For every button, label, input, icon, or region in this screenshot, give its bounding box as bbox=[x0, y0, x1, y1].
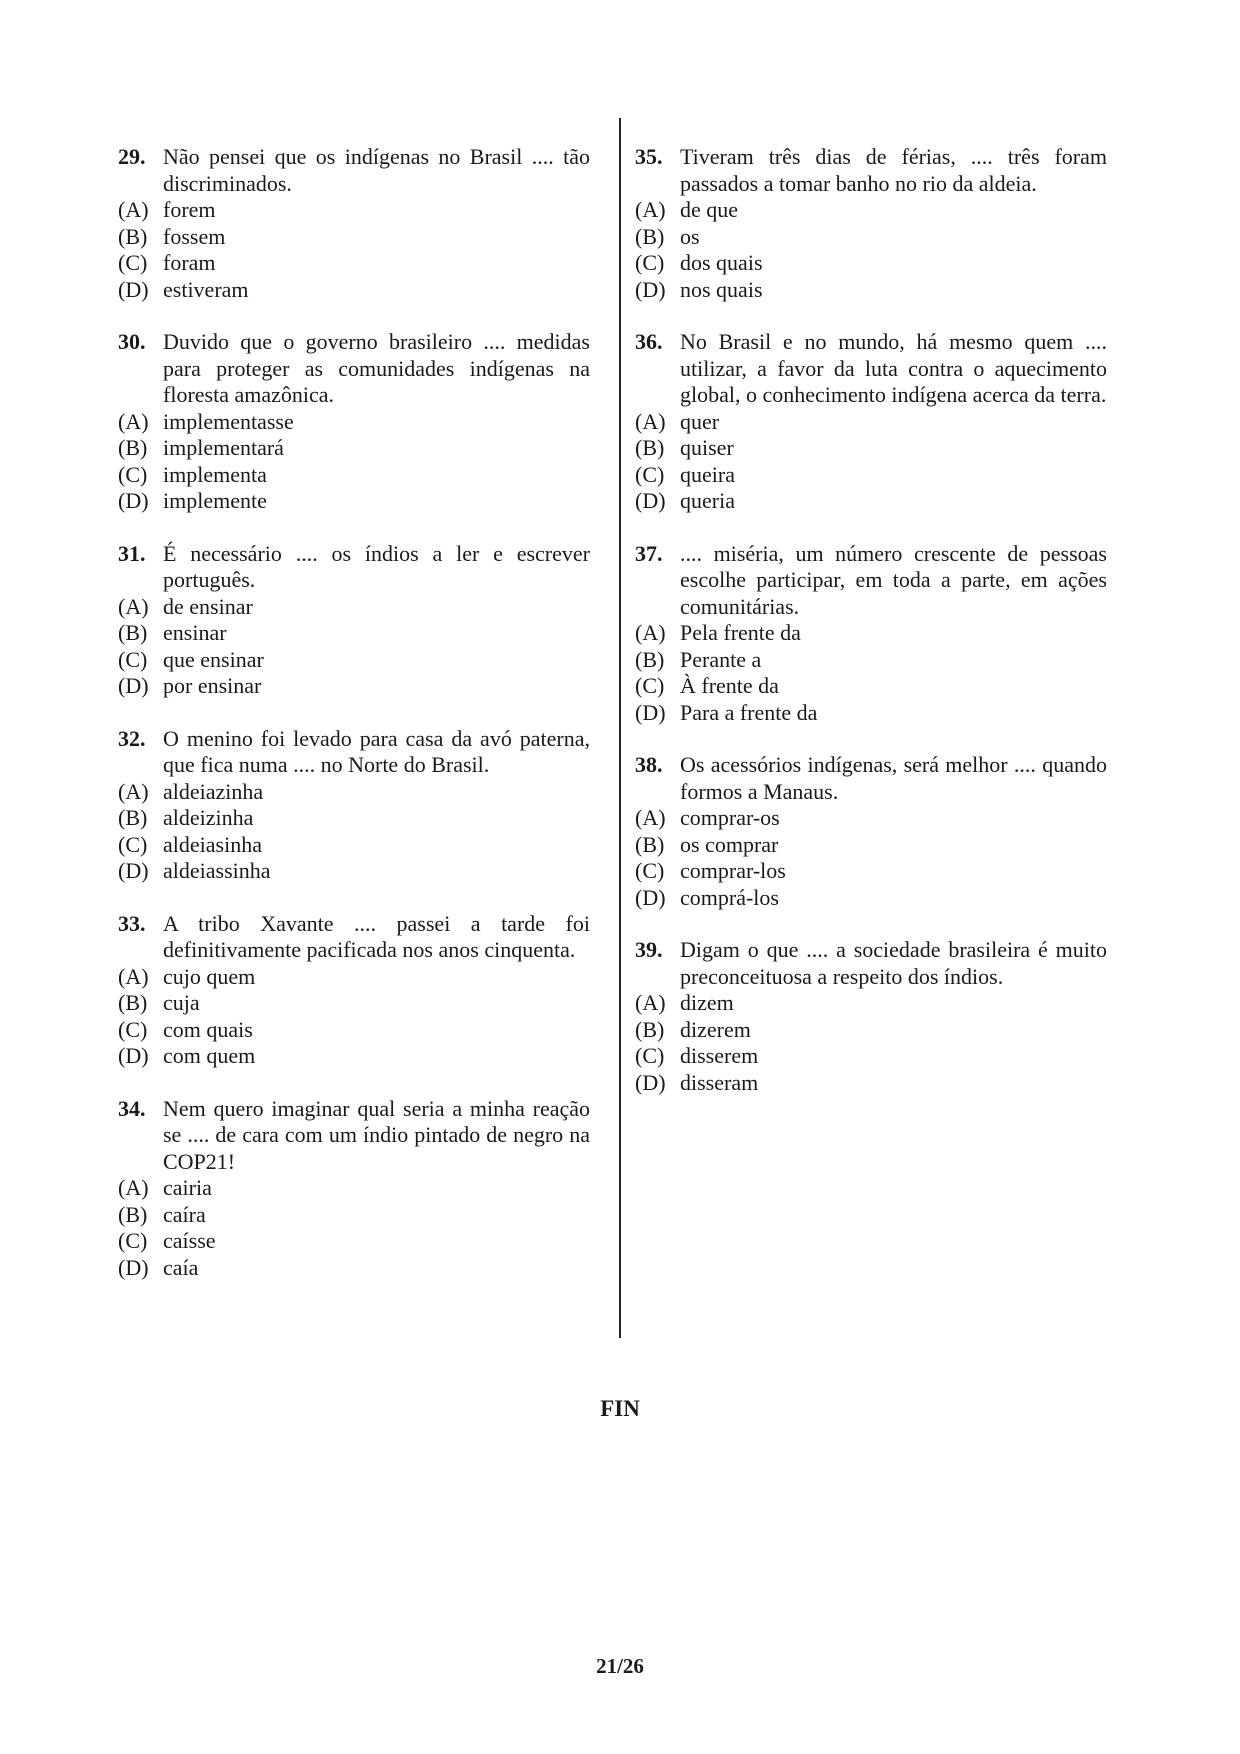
option-text: implementa bbox=[163, 461, 267, 487]
option-text: aldeizinha bbox=[163, 805, 254, 830]
question-stem bbox=[118, 144, 590, 197]
option-text: queria bbox=[680, 488, 735, 513]
option-text: implementasse bbox=[163, 408, 294, 434]
option-letter: (C) bbox=[635, 461, 665, 487]
question-31 bbox=[118, 541, 590, 700]
option-c bbox=[635, 673, 1107, 700]
question-number: 34. bbox=[118, 1095, 146, 1121]
option-letter: (B) bbox=[635, 831, 665, 857]
option-c bbox=[118, 1017, 590, 1044]
right-column bbox=[635, 144, 1107, 1122]
page-number: 21/26 bbox=[596, 1654, 644, 1678]
option-c bbox=[118, 832, 590, 859]
option-text: caísse bbox=[163, 1228, 216, 1253]
question-text: No Brasil e no mundo, há mesmo quem .... utilizar, a favor da luta contra o aquecimento global, o conhecimento indígena acerca da terra. bbox=[680, 329, 1107, 407]
option-letter: (D) bbox=[635, 488, 666, 513]
option-b bbox=[635, 224, 1107, 251]
option-text: quiser bbox=[680, 435, 734, 460]
option-text: disserem bbox=[680, 1043, 759, 1068]
option-c bbox=[118, 1228, 590, 1255]
option-letter: (D) bbox=[118, 1254, 149, 1280]
option-a bbox=[118, 779, 590, 806]
option-letter: (A) bbox=[118, 963, 149, 989]
option-text: aldeiazinha bbox=[163, 778, 264, 804]
option-letter: (C) bbox=[635, 858, 665, 883]
option-b bbox=[635, 435, 1107, 462]
question-32 bbox=[118, 726, 590, 885]
question-text: Os acessórios indígenas, será melhor .... quando formos a Manaus. bbox=[680, 752, 1107, 804]
question-stem bbox=[635, 329, 1107, 409]
question-text: Tiveram três dias de férias, .... três foram passados a tomar banho no rio da aldeia. bbox=[680, 144, 1107, 196]
option-text: caíra bbox=[163, 1201, 206, 1227]
option-b bbox=[118, 1202, 590, 1229]
option-d bbox=[635, 277, 1107, 304]
option-letter: (B) bbox=[118, 223, 148, 249]
option-text: forem bbox=[163, 197, 216, 222]
question-text: .... miséria, um número crescente de pessoas escolhe participar, em toda a parte, em ações comunitárias. bbox=[680, 540, 1107, 619]
option-b bbox=[118, 620, 590, 647]
question-stem bbox=[635, 752, 1107, 805]
option-a bbox=[635, 620, 1107, 647]
option-letter: (A) bbox=[118, 1175, 149, 1200]
option-letter: (B) bbox=[118, 805, 148, 830]
question-37 bbox=[635, 541, 1107, 727]
option-letter: (B) bbox=[635, 646, 665, 672]
option-letter: (C) bbox=[635, 250, 665, 275]
option-letter: (D) bbox=[118, 1043, 149, 1068]
option-text: foram bbox=[163, 250, 216, 275]
question-text: Não pensei que os indígenas no Brasil .... tão discriminados. bbox=[163, 144, 590, 196]
option-d bbox=[118, 488, 590, 515]
option-letter: (C) bbox=[635, 1043, 665, 1068]
option-letter: (C) bbox=[118, 461, 148, 487]
question-text: Nem quero imaginar qual seria a minha reação se .... de cara com um índio pintado de negro na COP21! bbox=[163, 1095, 590, 1174]
option-b bbox=[635, 647, 1107, 674]
question-number: 38. bbox=[635, 752, 663, 777]
option-text: cuja bbox=[163, 990, 200, 1015]
option-text: implemente bbox=[163, 488, 267, 513]
option-text: aldeiassinha bbox=[163, 858, 271, 883]
question-text: É necessário .... os índios a ler e escrever português. bbox=[163, 540, 590, 592]
option-text: À frente da bbox=[680, 673, 779, 698]
option-text: ensinar bbox=[163, 620, 227, 645]
option-letter: (D) bbox=[635, 884, 666, 910]
option-text: nos quais bbox=[680, 276, 763, 302]
option-text: de ensinar bbox=[163, 593, 253, 619]
option-text: dizerem bbox=[680, 1016, 751, 1042]
option-letter: (D) bbox=[635, 276, 666, 302]
question-stem bbox=[118, 329, 590, 409]
option-text: aldeiasinha bbox=[163, 831, 262, 857]
option-text: estiveram bbox=[163, 276, 249, 302]
option-letter: (B) bbox=[118, 990, 148, 1015]
question-stem bbox=[635, 541, 1107, 621]
question-35 bbox=[635, 144, 1107, 303]
option-text: caía bbox=[163, 1254, 199, 1280]
option-d bbox=[118, 1255, 590, 1282]
option-c bbox=[118, 250, 590, 277]
question-34 bbox=[118, 1096, 590, 1282]
column-divider bbox=[619, 118, 621, 1338]
question-number: 32. bbox=[118, 725, 146, 751]
option-letter: (C) bbox=[118, 1016, 148, 1042]
option-c bbox=[635, 462, 1107, 489]
option-b bbox=[118, 990, 590, 1017]
option-text: que ensinar bbox=[163, 646, 264, 672]
option-d bbox=[635, 1070, 1107, 1097]
option-letter: (D) bbox=[118, 858, 149, 883]
option-text: implementará bbox=[163, 435, 284, 460]
option-d bbox=[118, 277, 590, 304]
option-d bbox=[118, 858, 590, 885]
option-text: os bbox=[680, 223, 700, 249]
option-b bbox=[118, 224, 590, 251]
option-text: os comprar bbox=[680, 831, 779, 857]
option-text: comprar-los bbox=[680, 858, 786, 883]
option-d bbox=[635, 885, 1107, 912]
question-39 bbox=[635, 937, 1107, 1096]
option-letter: (C) bbox=[118, 1228, 148, 1253]
question-number: 29. bbox=[118, 144, 146, 169]
option-text: Perante a bbox=[680, 646, 762, 672]
question-stem bbox=[118, 911, 590, 964]
option-text: Para a frente da bbox=[680, 699, 818, 725]
option-letter: (D) bbox=[635, 699, 666, 725]
option-letter: (C) bbox=[635, 673, 665, 698]
option-a bbox=[635, 990, 1107, 1017]
question-number: 31. bbox=[118, 540, 146, 566]
option-text: comprar-os bbox=[680, 805, 780, 830]
question-number: 36. bbox=[635, 329, 663, 354]
option-letter: (A) bbox=[635, 197, 666, 222]
option-a bbox=[635, 805, 1107, 832]
question-stem bbox=[118, 1096, 590, 1176]
question-38 bbox=[635, 752, 1107, 911]
option-text: quer bbox=[680, 408, 720, 434]
option-text: dizem bbox=[680, 990, 734, 1015]
option-c bbox=[118, 647, 590, 674]
question-stem bbox=[118, 541, 590, 594]
option-letter: (A) bbox=[635, 408, 666, 434]
option-a bbox=[118, 409, 590, 436]
option-letter: (B) bbox=[118, 620, 148, 645]
question-text: Digam o que .... a sociedade brasileira é muito preconceituosa a respeito dos índios. bbox=[680, 937, 1107, 989]
option-text: disseram bbox=[680, 1069, 759, 1095]
option-text: queira bbox=[680, 461, 735, 487]
option-b bbox=[118, 435, 590, 462]
option-text: comprá-los bbox=[680, 884, 779, 910]
option-letter: (B) bbox=[635, 435, 665, 460]
option-text: com quem bbox=[163, 1043, 256, 1068]
option-text: cairia bbox=[163, 1175, 212, 1200]
option-letter: (D) bbox=[635, 1069, 666, 1095]
question-36 bbox=[635, 329, 1107, 515]
option-text: de que bbox=[680, 197, 739, 222]
question-number: 37. bbox=[635, 540, 663, 566]
option-d bbox=[635, 700, 1107, 727]
option-letter: (C) bbox=[118, 646, 148, 672]
option-d bbox=[118, 673, 590, 700]
option-a bbox=[118, 964, 590, 991]
question-33 bbox=[118, 911, 590, 1070]
option-letter: (B) bbox=[118, 1201, 148, 1227]
question-text: A tribo Xavante .... passei a tarde foi definitivamente pacificada nos anos cinquenta. bbox=[163, 910, 590, 962]
option-b bbox=[635, 832, 1107, 859]
option-letter: (A) bbox=[118, 778, 149, 804]
question-stem bbox=[635, 144, 1107, 197]
left-column bbox=[118, 144, 590, 1307]
option-letter: (B) bbox=[118, 435, 148, 460]
end-label: FIN bbox=[600, 1396, 640, 1421]
option-letter: (A) bbox=[118, 197, 149, 222]
option-text: cujo quem bbox=[163, 963, 256, 989]
question-29 bbox=[118, 144, 590, 303]
option-text: dos quais bbox=[680, 250, 763, 275]
option-letter: (A) bbox=[635, 990, 666, 1015]
option-letter: (B) bbox=[635, 1016, 665, 1042]
option-letter: (C) bbox=[118, 831, 148, 857]
option-letter: (A) bbox=[635, 805, 666, 830]
option-letter: (A) bbox=[118, 408, 149, 434]
option-letter: (B) bbox=[635, 223, 665, 249]
option-b bbox=[118, 805, 590, 832]
option-c bbox=[118, 462, 590, 489]
option-letter: (D) bbox=[118, 276, 149, 302]
option-c bbox=[635, 858, 1107, 885]
option-text: com quais bbox=[163, 1016, 253, 1042]
option-text: fossem bbox=[163, 223, 226, 249]
question-stem bbox=[118, 726, 590, 779]
option-a bbox=[635, 409, 1107, 436]
option-text: Pela frente da bbox=[680, 620, 801, 645]
option-letter: (A) bbox=[118, 593, 149, 619]
question-30 bbox=[118, 329, 590, 515]
option-text: por ensinar bbox=[163, 673, 262, 698]
option-letter: (D) bbox=[118, 673, 149, 698]
option-b bbox=[635, 1017, 1107, 1044]
question-text: Duvido que o governo brasileiro .... medidas para proteger as comunidades indígenas na floresta amazônica. bbox=[163, 329, 590, 407]
option-d bbox=[118, 1043, 590, 1070]
option-a bbox=[118, 197, 590, 224]
option-a bbox=[118, 594, 590, 621]
question-number: 39. bbox=[635, 937, 663, 962]
question-stem bbox=[635, 937, 1107, 990]
option-d bbox=[635, 488, 1107, 515]
option-a bbox=[118, 1175, 590, 1202]
option-c bbox=[635, 250, 1107, 277]
question-number: 30. bbox=[118, 329, 146, 354]
question-text: O menino foi levado para casa da avó paterna, que fica numa .... no Norte do Brasil. bbox=[163, 725, 590, 777]
question-number: 33. bbox=[118, 910, 146, 936]
option-a bbox=[635, 197, 1107, 224]
option-letter: (D) bbox=[118, 488, 149, 513]
option-c bbox=[635, 1043, 1107, 1070]
option-letter: (A) bbox=[635, 620, 666, 645]
question-number: 35. bbox=[635, 144, 663, 169]
option-letter: (C) bbox=[118, 250, 148, 275]
